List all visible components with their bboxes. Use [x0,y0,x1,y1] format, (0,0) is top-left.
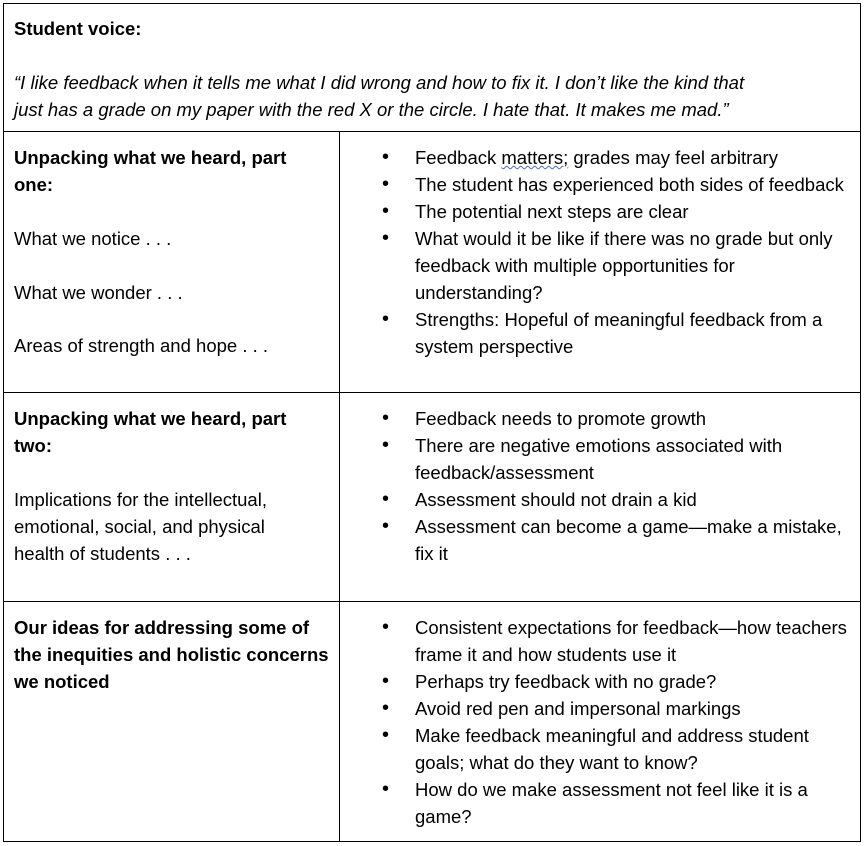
list-item: • Assessment can become a game—make a mistake, fix it [340,513,860,567]
bullet-text: Feedback [415,147,497,168]
list-item: • Assessment should not drain a kid [340,486,860,513]
part-two-bullet-list [340,405,860,567]
part-one-content-cell [340,132,860,392]
part-one-title: Unpacking what we heard, part one: [14,147,287,195]
list-item: • The student has experienced both sides of feedback [340,171,860,198]
list-item [340,144,860,171]
bullet-text: grades may feel arbitrary [573,147,778,168]
wonder-prompt: What we wonder . . . [14,282,183,303]
ideas-bullet-list [340,614,860,830]
student-voice-heading: Student voice: [14,18,142,39]
student-voice-row [4,4,860,132]
ideas-title: Our ideas for addressing some of the inequities and holistic concerns we noticed [14,617,329,692]
part-two-content-cell [340,393,860,601]
list-item: • Perhaps try feedback with no grade? [340,668,860,695]
implications-prompt: Implications for the intellectual, emotional, social, and physical health of students . . . [14,489,267,564]
list-item: • Make feedback meaningful and address student goals; what do they want to know? [340,722,860,776]
strength-prompt: Areas of strength and hope . . . [14,335,269,356]
part-two-title: Unpacking what we heard, part two: [14,408,287,456]
part-one-bullet-list [340,144,860,360]
ideas-content-cell [340,602,860,841]
part-two-row [4,393,860,602]
list-item: • Avoid red pen and impersonal markings [340,695,860,722]
spellcheck-flagged-word: matters; [501,147,569,168]
student-quote-line-1: “I like feedback when it tells me what I did wrong and how to fix it. I don’t like the kind that [14,72,745,93]
list-item: • How do we make assessment not feel like it is a game? [340,776,860,830]
part-one-label-cell [4,132,340,392]
list-item: • Consistent expectations for feedback—how teachers frame it and how students use it [340,614,860,668]
list-item: • Feedback needs to promote growth [340,405,860,432]
list-item: • There are negative emotions associated with feedback/assessment [340,432,860,486]
notice-prompt: What we notice . . . [14,228,172,249]
list-item: • Strengths: Hopeful of meaningful feedback from a system perspective [340,306,860,360]
reflection-table [3,3,861,842]
list-item: • The potential next steps are clear [340,198,860,225]
ideas-row [4,602,860,841]
student-quote-line-2: just has a grade on my paper with the red X or the circle. I hate that. It makes me mad.” [14,99,729,120]
ideas-label-cell [4,602,340,841]
part-one-row [4,132,860,393]
list-item: • What would it be like if there was no grade but only feedback with multiple opportunities for understanding? [340,225,860,306]
part-two-label-cell [4,393,340,601]
